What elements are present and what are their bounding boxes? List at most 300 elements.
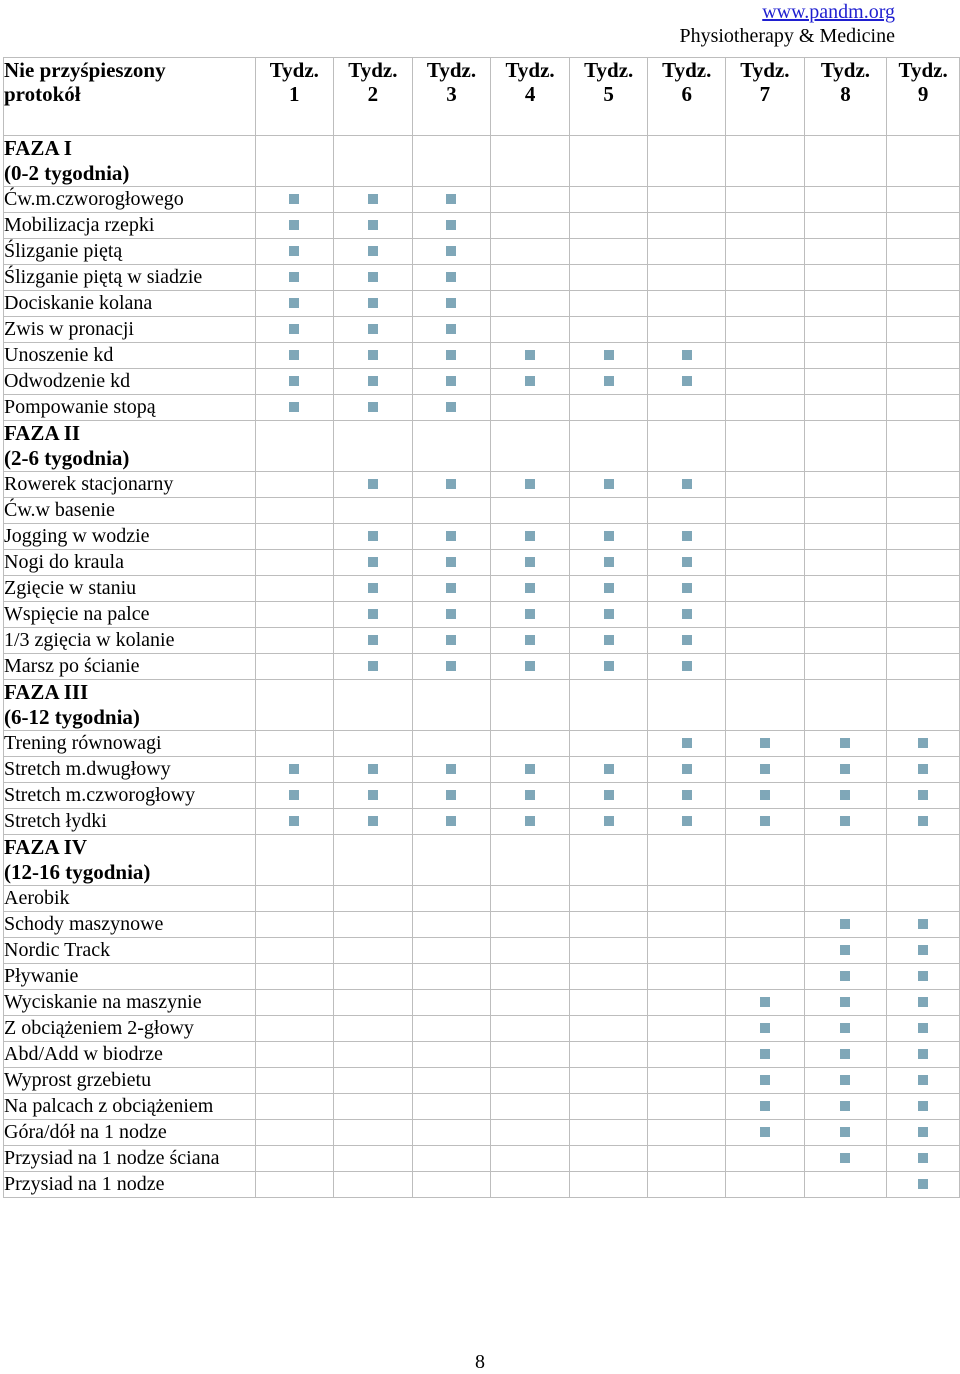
week-header-label: Tydz. xyxy=(584,58,634,82)
exercise-label: Pływanie xyxy=(4,964,256,990)
schedule-marker xyxy=(289,376,299,386)
week-cell xyxy=(648,317,726,343)
week-cell xyxy=(412,1042,491,1068)
schedule-marker xyxy=(368,635,378,645)
week-cell xyxy=(491,1068,570,1094)
exercise-label: Trening równowagi xyxy=(4,731,256,757)
week-cell xyxy=(726,1146,805,1172)
exercise-row xyxy=(4,239,960,265)
week-cell xyxy=(334,886,413,912)
schedule-marker xyxy=(525,790,535,800)
exercise-row xyxy=(4,938,960,964)
week-cell xyxy=(255,886,334,912)
week-cell xyxy=(491,1172,570,1198)
week-cell xyxy=(334,291,413,317)
week-cell xyxy=(491,628,570,654)
week-cell xyxy=(569,602,648,628)
week-cell xyxy=(412,421,491,472)
schedule-marker xyxy=(446,531,456,541)
schedule-marker xyxy=(918,1023,928,1033)
week-cell xyxy=(804,369,887,395)
week-cell xyxy=(887,1068,960,1094)
week-cell xyxy=(491,809,570,835)
week-cell xyxy=(569,1120,648,1146)
week-header-number: 4 xyxy=(524,82,536,106)
week-cell xyxy=(412,550,491,576)
exercise-label: Góra/dół na 1 nodze xyxy=(4,1120,256,1146)
week-cell xyxy=(887,628,960,654)
week-cell xyxy=(491,576,570,602)
week-cell xyxy=(255,680,334,731)
week-cell xyxy=(569,680,648,731)
phase-range: (6-12 tygodnia) xyxy=(4,705,140,729)
week-header-2 xyxy=(334,58,413,136)
exercise-row xyxy=(4,369,960,395)
week-cell xyxy=(726,1094,805,1120)
week-cell xyxy=(412,757,491,783)
week-cell xyxy=(255,498,334,524)
week-cell xyxy=(887,1094,960,1120)
week-cell xyxy=(726,602,805,628)
week-cell xyxy=(648,498,726,524)
exercise-row xyxy=(4,524,960,550)
week-cell xyxy=(569,990,648,1016)
schedule-marker xyxy=(840,764,850,774)
week-cell xyxy=(726,187,805,213)
week-cell xyxy=(726,576,805,602)
schedule-marker xyxy=(604,609,614,619)
exercise-row xyxy=(4,783,960,809)
exercise-label: 1/3 zgięcia w kolanie xyxy=(4,628,256,654)
week-cell xyxy=(412,783,491,809)
week-cell xyxy=(804,990,887,1016)
schedule-marker xyxy=(760,738,770,748)
week-cell xyxy=(804,317,887,343)
week-cell xyxy=(726,524,805,550)
week-cell xyxy=(334,731,413,757)
week-cell xyxy=(887,886,960,912)
week-cell xyxy=(491,472,570,498)
week-cell xyxy=(648,187,726,213)
week-cell xyxy=(412,602,491,628)
schedule-marker xyxy=(682,764,692,774)
week-cell xyxy=(569,421,648,472)
week-cell xyxy=(887,731,960,757)
week-cell xyxy=(804,472,887,498)
week-cell xyxy=(255,395,334,421)
week-cell xyxy=(648,1172,726,1198)
schedule-marker xyxy=(840,816,850,826)
week-cell xyxy=(491,291,570,317)
header-subtitle: Physiotherapy & Medicine xyxy=(679,25,895,47)
week-cell xyxy=(569,291,648,317)
week-cell xyxy=(491,421,570,472)
week-cell xyxy=(491,213,570,239)
phase-title xyxy=(4,136,256,187)
schedule-marker xyxy=(840,1049,850,1059)
week-cell xyxy=(726,213,805,239)
week-cell xyxy=(334,395,413,421)
week-cell xyxy=(648,395,726,421)
week-cell xyxy=(887,136,960,187)
week-cell xyxy=(804,1094,887,1120)
week-cell xyxy=(255,265,334,291)
schedule-marker xyxy=(446,816,456,826)
week-cell xyxy=(648,213,726,239)
schedule-marker xyxy=(604,635,614,645)
week-cell xyxy=(491,1042,570,1068)
week-cell xyxy=(255,472,334,498)
week-header-7 xyxy=(726,58,805,136)
week-cell xyxy=(726,835,805,886)
week-cell xyxy=(491,602,570,628)
schedule-marker xyxy=(918,1075,928,1085)
week-cell xyxy=(726,1068,805,1094)
week-cell xyxy=(491,343,570,369)
week-cell xyxy=(334,1042,413,1068)
week-cell xyxy=(412,1146,491,1172)
schedule-marker xyxy=(368,376,378,386)
protocol-label-line1: Nie przyśpieszony xyxy=(4,58,166,82)
schedule-marker xyxy=(525,764,535,774)
week-cell xyxy=(255,1120,334,1146)
week-cell xyxy=(887,680,960,731)
week-cell xyxy=(726,680,805,731)
week-cell xyxy=(569,136,648,187)
schedule-marker xyxy=(446,635,456,645)
week-cell xyxy=(412,938,491,964)
exercise-row xyxy=(4,343,960,369)
week-cell xyxy=(887,654,960,680)
schedule-marker xyxy=(446,298,456,308)
schedule-marker xyxy=(525,531,535,541)
week-cell xyxy=(412,136,491,187)
week-cell xyxy=(334,1120,413,1146)
exercise-row xyxy=(4,964,960,990)
week-cell xyxy=(726,136,805,187)
page-header xyxy=(679,0,895,48)
week-cell xyxy=(412,1068,491,1094)
week-cell xyxy=(255,343,334,369)
week-cell xyxy=(648,1094,726,1120)
week-header-number: 1 xyxy=(289,82,300,106)
week-cell xyxy=(648,809,726,835)
week-cell xyxy=(412,1120,491,1146)
schedule-marker xyxy=(760,816,770,826)
exercise-label: Przysiad na 1 nodze ściana xyxy=(4,1146,256,1172)
exercise-row xyxy=(4,213,960,239)
schedule-marker xyxy=(368,816,378,826)
schedule-marker xyxy=(446,557,456,567)
week-cell xyxy=(334,602,413,628)
exercise-row xyxy=(4,1172,960,1198)
week-cell xyxy=(255,213,334,239)
week-cell xyxy=(412,628,491,654)
schedule-marker xyxy=(760,1101,770,1111)
exercise-row xyxy=(4,187,960,213)
week-cell xyxy=(887,964,960,990)
week-cell xyxy=(804,498,887,524)
week-cell xyxy=(887,809,960,835)
week-cell xyxy=(804,1042,887,1068)
schedule-marker xyxy=(446,609,456,619)
phase-title xyxy=(4,680,256,731)
week-cell xyxy=(255,628,334,654)
week-header-number: 3 xyxy=(446,82,457,106)
exercise-label: Pompowanie stopą xyxy=(4,395,256,421)
week-header-number: 2 xyxy=(367,82,379,106)
week-cell xyxy=(491,938,570,964)
week-cell xyxy=(412,1094,491,1120)
schedule-marker xyxy=(840,997,850,1007)
week-cell xyxy=(255,369,334,395)
phase-title xyxy=(4,421,256,472)
schedule-marker xyxy=(446,479,456,489)
schedule-marker xyxy=(760,790,770,800)
week-cell xyxy=(255,550,334,576)
week-cell xyxy=(648,731,726,757)
week-cell xyxy=(334,1094,413,1120)
schedule-marker xyxy=(918,1153,928,1163)
schedule-marker xyxy=(289,298,299,308)
week-cell xyxy=(491,912,570,938)
week-cell xyxy=(648,524,726,550)
schedule-marker xyxy=(918,971,928,981)
week-cell xyxy=(569,472,648,498)
week-cell xyxy=(726,369,805,395)
exercise-row xyxy=(4,1068,960,1094)
exercise-label: Marsz po ścianie xyxy=(4,654,256,680)
week-cell xyxy=(726,1172,805,1198)
week-cell xyxy=(569,1094,648,1120)
week-cell xyxy=(255,291,334,317)
week-header-number: 5 xyxy=(603,82,614,106)
week-cell xyxy=(804,136,887,187)
week-cell xyxy=(491,1016,570,1042)
week-cell xyxy=(255,783,334,809)
week-cell xyxy=(412,1172,491,1198)
week-cell xyxy=(491,239,570,265)
phase-row xyxy=(4,835,960,886)
week-cell xyxy=(887,1120,960,1146)
week-cell xyxy=(887,317,960,343)
week-header-label: Tydz. xyxy=(348,58,398,82)
schedule-marker xyxy=(760,1127,770,1137)
schedule-marker xyxy=(368,298,378,308)
week-cell xyxy=(648,239,726,265)
exercise-row xyxy=(4,291,960,317)
schedule-marker xyxy=(525,635,535,645)
schedule-marker xyxy=(682,376,692,386)
week-cell xyxy=(648,421,726,472)
week-cell xyxy=(569,1042,648,1068)
week-cell xyxy=(334,990,413,1016)
week-cell xyxy=(255,757,334,783)
schedule-marker xyxy=(918,1101,928,1111)
exercise-label: Mobilizacja rzepki xyxy=(4,213,256,239)
week-cell xyxy=(804,628,887,654)
exercise-row xyxy=(4,550,960,576)
week-cell xyxy=(412,654,491,680)
week-cell xyxy=(334,136,413,187)
week-cell xyxy=(412,472,491,498)
week-cell xyxy=(255,912,334,938)
exercise-row xyxy=(4,990,960,1016)
week-cell xyxy=(491,498,570,524)
week-cell xyxy=(255,421,334,472)
week-cell xyxy=(255,602,334,628)
week-cell xyxy=(334,421,413,472)
schedule-marker xyxy=(368,272,378,282)
phase-row xyxy=(4,421,960,472)
website-link[interactable]: www.pandm.org xyxy=(762,1,895,23)
week-cell xyxy=(334,628,413,654)
week-cell xyxy=(569,317,648,343)
week-cell xyxy=(491,265,570,291)
week-cell xyxy=(569,654,648,680)
week-cell xyxy=(726,472,805,498)
week-cell xyxy=(255,187,334,213)
exercise-label: Zwis w pronacji xyxy=(4,317,256,343)
week-cell xyxy=(412,213,491,239)
week-header-number: 8 xyxy=(840,82,851,106)
week-cell xyxy=(491,187,570,213)
schedule-marker xyxy=(525,661,535,671)
week-cell xyxy=(726,317,805,343)
schedule-marker xyxy=(682,350,692,360)
week-cell xyxy=(887,602,960,628)
phase-row xyxy=(4,136,960,187)
week-cell xyxy=(804,421,887,472)
exercise-row xyxy=(4,317,960,343)
week-cell xyxy=(804,1120,887,1146)
schedule-marker xyxy=(289,272,299,282)
schedule-marker xyxy=(446,764,456,774)
week-cell xyxy=(491,783,570,809)
week-cell xyxy=(491,654,570,680)
week-cell xyxy=(648,265,726,291)
exercise-row xyxy=(4,265,960,291)
week-cell xyxy=(648,576,726,602)
schedule-marker xyxy=(289,816,299,826)
week-cell xyxy=(334,498,413,524)
week-cell xyxy=(255,136,334,187)
schedule-marker xyxy=(604,350,614,360)
schedule-marker xyxy=(368,246,378,256)
week-cell xyxy=(569,964,648,990)
week-cell xyxy=(334,1146,413,1172)
exercise-row xyxy=(4,1120,960,1146)
week-cell xyxy=(887,421,960,472)
week-header-number: 6 xyxy=(681,82,693,106)
week-cell xyxy=(412,835,491,886)
exercise-label: Jogging w wodzie xyxy=(4,524,256,550)
schedule-marker xyxy=(682,583,692,593)
week-cell xyxy=(648,1042,726,1068)
week-cell xyxy=(412,731,491,757)
week-cell xyxy=(726,1042,805,1068)
schedule-marker xyxy=(840,919,850,929)
week-cell xyxy=(887,576,960,602)
week-cell xyxy=(569,343,648,369)
week-header-5 xyxy=(569,58,648,136)
week-cell xyxy=(334,317,413,343)
week-cell xyxy=(804,602,887,628)
schedule-marker xyxy=(918,738,928,748)
exercise-label: Z obciążeniem 2-głowy xyxy=(4,1016,256,1042)
week-cell xyxy=(726,550,805,576)
exercise-label: Nogi do kraula xyxy=(4,550,256,576)
week-cell xyxy=(569,628,648,654)
week-cell xyxy=(887,343,960,369)
week-cell xyxy=(412,498,491,524)
exercise-label: Stretch m.czworogłowy xyxy=(4,783,256,809)
exercise-row xyxy=(4,912,960,938)
week-cell xyxy=(491,835,570,886)
week-cell xyxy=(648,1068,726,1094)
phase-range: (0-2 tygodnia) xyxy=(4,161,130,185)
week-header-1 xyxy=(255,58,334,136)
schedule-marker xyxy=(840,790,850,800)
week-cell xyxy=(569,757,648,783)
week-cell xyxy=(569,1172,648,1198)
phase-name: FAZA III xyxy=(4,680,89,704)
exercise-label: Wspięcie na palce xyxy=(4,602,256,628)
exercise-row xyxy=(4,1094,960,1120)
schedule-marker xyxy=(760,1075,770,1085)
week-cell xyxy=(255,654,334,680)
week-cell xyxy=(648,964,726,990)
schedule-marker xyxy=(446,246,456,256)
schedule-marker xyxy=(840,1075,850,1085)
page-number: 8 xyxy=(475,1351,485,1373)
week-cell xyxy=(412,265,491,291)
week-cell xyxy=(569,783,648,809)
week-cell xyxy=(255,938,334,964)
exercise-row xyxy=(4,602,960,628)
week-header-label: Tydz. xyxy=(898,58,948,82)
week-cell xyxy=(726,343,805,369)
schedule-marker xyxy=(368,194,378,204)
week-cell xyxy=(412,317,491,343)
week-cell xyxy=(804,654,887,680)
week-cell xyxy=(804,1146,887,1172)
week-cell xyxy=(887,550,960,576)
week-cell xyxy=(887,835,960,886)
schedule-marker xyxy=(760,997,770,1007)
week-cell xyxy=(648,472,726,498)
week-cell xyxy=(255,576,334,602)
week-cell xyxy=(334,809,413,835)
exercise-label: Dociskanie kolana xyxy=(4,291,256,317)
exercise-row xyxy=(4,886,960,912)
week-cell xyxy=(491,731,570,757)
schedule-marker xyxy=(682,816,692,826)
exercise-row xyxy=(4,809,960,835)
week-cell xyxy=(887,783,960,809)
week-cell xyxy=(887,187,960,213)
week-cell xyxy=(648,291,726,317)
week-header-label: Tydz. xyxy=(820,58,871,82)
week-cell xyxy=(648,912,726,938)
week-header-6 xyxy=(648,58,726,136)
phase-name: FAZA IV xyxy=(4,835,88,859)
schedule-marker xyxy=(446,350,456,360)
week-cell xyxy=(804,731,887,757)
week-cell xyxy=(804,550,887,576)
exercise-label: Zgięcie w staniu xyxy=(4,576,256,602)
week-cell xyxy=(491,964,570,990)
